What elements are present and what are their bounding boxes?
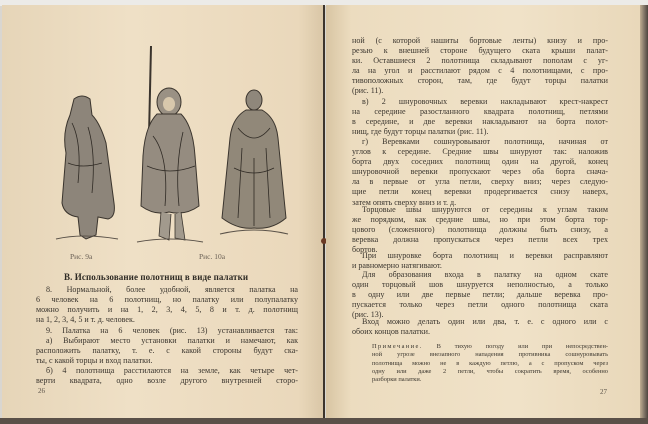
text-line: Вход можно делать один или два, т. е. с одного или с bbox=[362, 317, 608, 326]
text-line: шнуровочной веревки пропускают через оба борта снача- bbox=[352, 167, 608, 177]
figure-caption-9a: Рис. 9а bbox=[70, 252, 93, 261]
text-line: на середине разостланного квадрата полотнищ, петлями bbox=[352, 106, 608, 116]
text-line: на 1, 2, 3, 4, 5 и т. д. человек. bbox=[36, 315, 135, 325]
book-gutter bbox=[323, 5, 325, 418]
left-paragraph-a bbox=[36, 336, 298, 366]
page-edge-stack bbox=[640, 5, 648, 418]
text-line: ты, с какой торцы и вход палатки. bbox=[36, 355, 153, 365]
text-line: верти квадрата, одно возле другого внутренней сторо- bbox=[36, 375, 298, 385]
text-line: 6 человек на 6 полотнищ, но палатку или полупалатку bbox=[36, 295, 298, 305]
figure-illustrations bbox=[40, 38, 300, 238]
right-paragraph-entrance bbox=[352, 270, 608, 320]
text-line: разборки палатки. bbox=[372, 376, 422, 384]
text-line: ной угрозе внезапного нападения противника сошнуровывать bbox=[372, 351, 608, 359]
text-line: в одну или две первые петли; дальше веревка про- bbox=[352, 290, 608, 300]
text-line: При шнуровке борта полотнищ и веревки расправляют bbox=[362, 251, 608, 260]
text-line: ной (с которой нашиты бортовые ленты) книзу и про- bbox=[352, 36, 608, 45]
right-paragraph-lacing bbox=[352, 251, 608, 271]
text-line: затем опять сверху вниз и т. д. bbox=[352, 197, 457, 207]
right-paragraph-entrance-count bbox=[352, 317, 608, 337]
text-line: 8. Нормальной, более удобной, является палатка на bbox=[46, 285, 298, 294]
figure-soldier-rifle-illustration bbox=[135, 46, 205, 246]
right-paragraph-end-seams bbox=[352, 205, 608, 255]
text-line: пускается только через петли одного полотнища ската bbox=[352, 300, 608, 310]
text-line: ла в первые от угла петли, сверху вниз; через следую- bbox=[352, 177, 608, 187]
text-line: борта двух соседних полотнищ один на другой, конец bbox=[352, 157, 608, 167]
text-line: полотнища можно не в каждую петлю, а с пропуском через bbox=[372, 359, 608, 367]
text-line: одну или даже 2 петли, чтобы сократить время, особенно bbox=[372, 367, 608, 375]
text-line: 9. Палатка на 6 человек (рис. 13) устанавливается так: bbox=[46, 325, 298, 335]
text-line: а) Выбирают место установки палатки и намечают, как bbox=[46, 335, 298, 345]
text-line: веревка должна пропускаться через петли всех трех bbox=[352, 235, 608, 245]
figure-back-view-illustration bbox=[218, 88, 290, 238]
right-paragraph-g bbox=[352, 137, 608, 208]
figure-caption-10a: Рис. 10а bbox=[199, 252, 226, 261]
text-line: расположить палатку, т. е. с какой стороны будут ска- bbox=[36, 345, 298, 355]
text-line: (рис. 11). bbox=[352, 86, 384, 96]
text-line: (рис. 13). bbox=[352, 310, 384, 320]
text-line: резью к внешней стороне будущего ската крыши палат- bbox=[352, 46, 608, 56]
text-line: г) Веревками сошнуровывают полотнища, начиная от bbox=[362, 137, 608, 146]
text-line: цового (сложенного) полотнища должны быть снизу, а bbox=[352, 225, 608, 235]
text-line: ки. Оставшиеся 2 полотнища складывают пополам с уг- bbox=[352, 56, 608, 66]
text-line: углов к середине. Средние швы шнуруют так: наложив bbox=[352, 147, 608, 157]
left-paragraph-9 bbox=[36, 326, 298, 336]
text-line: бортов. bbox=[352, 245, 378, 255]
scan-bottom-border bbox=[0, 418, 648, 424]
page-number-left: 26 bbox=[38, 387, 45, 395]
footnote-remark bbox=[372, 343, 608, 384]
text-line: нищ, где будут торцы палатки (рис. 11). bbox=[352, 126, 489, 136]
text-line: в середине, и две веревки накладывают на борта полот- bbox=[352, 116, 608, 126]
figure-9a-illustration bbox=[52, 93, 122, 243]
left-paragraph-b bbox=[36, 366, 298, 386]
text-line: Торцовые швы шнуруются от середины к углам таким bbox=[362, 205, 608, 214]
text-line: же порядком, как средние швы, но при этом борта тор- bbox=[352, 215, 608, 225]
right-paragraph-continued bbox=[352, 36, 608, 97]
text-line: и равномерно натягивают. bbox=[352, 261, 442, 271]
text-line: Для образования входа в палатку на одном скате bbox=[362, 270, 608, 279]
text-line: можно получить и на 1, 2, 3, 4, 5, 8 и т. д. полотнищ bbox=[36, 305, 298, 315]
page-number-right: 27 bbox=[600, 388, 607, 396]
text-line: в) 2 шнуровочных веревки накладывают крест-накрест bbox=[362, 96, 608, 106]
note-label: Примечание. bbox=[372, 343, 423, 350]
text-line: ла на угол и расстилают рядом с 4 полотнищами, с про- bbox=[352, 66, 608, 76]
left-paragraph-8 bbox=[36, 285, 298, 325]
text-line: обоих концов палатки. bbox=[352, 327, 430, 337]
section-heading: В. Использование полотнищ в виде палатки bbox=[64, 272, 249, 282]
text-line: один торцовый шов шнуруется неполностью, а только bbox=[352, 280, 608, 290]
text-line: тивоположных сторон, там, где будут торцы палатки bbox=[352, 76, 608, 86]
right-paragraph-v bbox=[352, 97, 608, 137]
text-line: В тихую погоду или при непосредствен- bbox=[436, 343, 608, 350]
text-line: щие петли конец веревки продергивается снизу наверх, bbox=[352, 187, 608, 197]
text-line: б) 4 полотнища расстилаются на земле, как четыре чет- bbox=[46, 365, 298, 375]
